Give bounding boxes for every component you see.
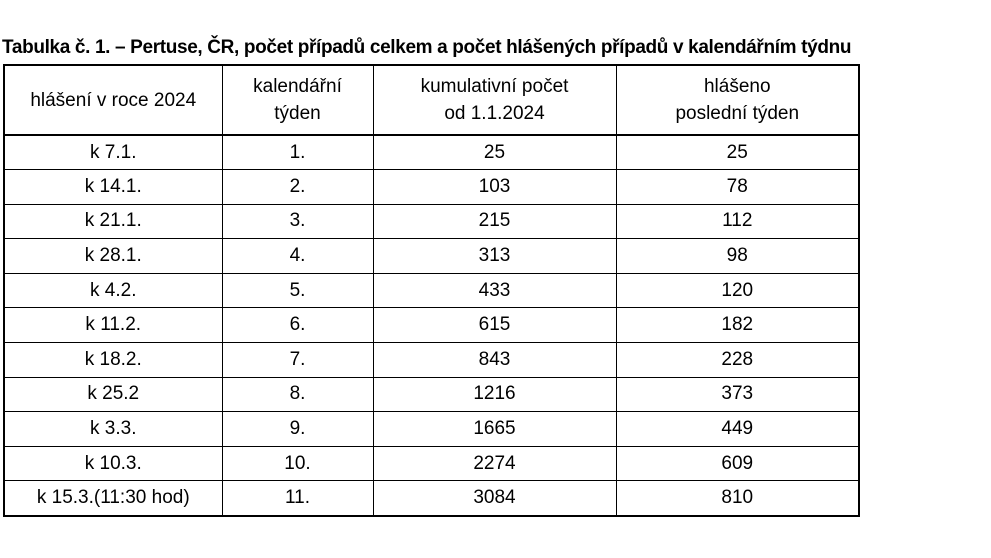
table-header-row (4, 65, 859, 135)
cell-calendar-week: 4. (222, 239, 373, 274)
table-row (4, 481, 859, 516)
cell-report-date: k 3.3. (4, 412, 222, 447)
table-row (4, 204, 859, 239)
cell-reported-last-week: 112 (616, 204, 859, 239)
cell-report-date: k 10.3. (4, 446, 222, 481)
table-row (4, 135, 859, 170)
cell-cumulative-count: 313 (373, 239, 616, 274)
table-row (4, 239, 859, 274)
cell-report-date: k 14.1. (4, 170, 222, 205)
cell-calendar-week: 1. (222, 135, 373, 170)
table-row (4, 273, 859, 308)
cell-reported-last-week: 609 (616, 446, 859, 481)
cell-cumulative-count: 25 (373, 135, 616, 170)
cell-reported-last-week: 98 (616, 239, 859, 274)
cell-reported-last-week: 25 (616, 135, 859, 170)
cell-reported-last-week: 449 (616, 412, 859, 447)
cell-cumulative-count: 1665 (373, 412, 616, 447)
cell-reported-last-week: 373 (616, 377, 859, 412)
cell-calendar-week: 6. (222, 308, 373, 343)
cell-cumulative-count: 843 (373, 343, 616, 378)
cell-calendar-week: 11. (222, 481, 373, 516)
cell-reported-last-week: 228 (616, 343, 859, 378)
cell-report-date: k 11.2. (4, 308, 222, 343)
cell-cumulative-count: 103 (373, 170, 616, 205)
header-calendar-week (222, 65, 373, 135)
header-line: od 1.1.2024 (444, 103, 545, 124)
cell-report-date: k 28.1. (4, 239, 222, 274)
header-cumulative-count (373, 65, 616, 135)
cell-cumulative-count: 433 (373, 273, 616, 308)
cell-cumulative-count: 215 (373, 204, 616, 239)
cell-report-date: k 21.1. (4, 204, 222, 239)
table-row (4, 412, 859, 447)
table-row (4, 308, 859, 343)
header-line: poslední týden (675, 103, 800, 124)
cell-cumulative-count: 615 (373, 308, 616, 343)
table-row (4, 343, 859, 378)
header-line: kalendářní (253, 76, 342, 97)
header-report-date (4, 65, 222, 135)
table-row (4, 170, 859, 205)
cell-reported-last-week: 78 (616, 170, 859, 205)
table-row (4, 446, 859, 481)
table-row (4, 377, 859, 412)
cell-cumulative-count: 1216 (373, 377, 616, 412)
cell-reported-last-week: 182 (616, 308, 859, 343)
cell-report-date: k 15.3.(11:30 hod) (4, 481, 222, 516)
cell-cumulative-count: 3084 (373, 481, 616, 516)
cell-report-date: k 25.2 (4, 377, 222, 412)
cell-calendar-week: 8. (222, 377, 373, 412)
cell-report-date: k 18.2. (4, 343, 222, 378)
cell-calendar-week: 9. (222, 412, 373, 447)
header-line: hlášení v roce 2024 (30, 89, 197, 111)
header-reported-last-week (616, 65, 859, 135)
table-body (4, 135, 859, 516)
cell-calendar-week: 10. (222, 446, 373, 481)
cell-calendar-week: 3. (222, 204, 373, 239)
header-line: hlášeno (703, 76, 771, 97)
cell-calendar-week: 7. (222, 343, 373, 378)
cell-reported-last-week: 120 (616, 273, 859, 308)
cell-calendar-week: 5. (222, 273, 373, 308)
cell-report-date: k 4.2. (4, 273, 222, 308)
cell-calendar-week: 2. (222, 170, 373, 205)
cell-cumulative-count: 2274 (373, 446, 616, 481)
cell-reported-last-week: 810 (616, 481, 859, 516)
cell-report-date: k 7.1. (4, 135, 222, 170)
pertussis-cases-table (3, 64, 860, 517)
header-line: kumulativní počet (420, 76, 569, 97)
table-caption: Tabulka č. 1. – Pertuse, ČR, počet případů celkem a počet hlášených případů v kalendářním týdnu (2, 37, 852, 58)
header-line: týden (274, 103, 321, 124)
